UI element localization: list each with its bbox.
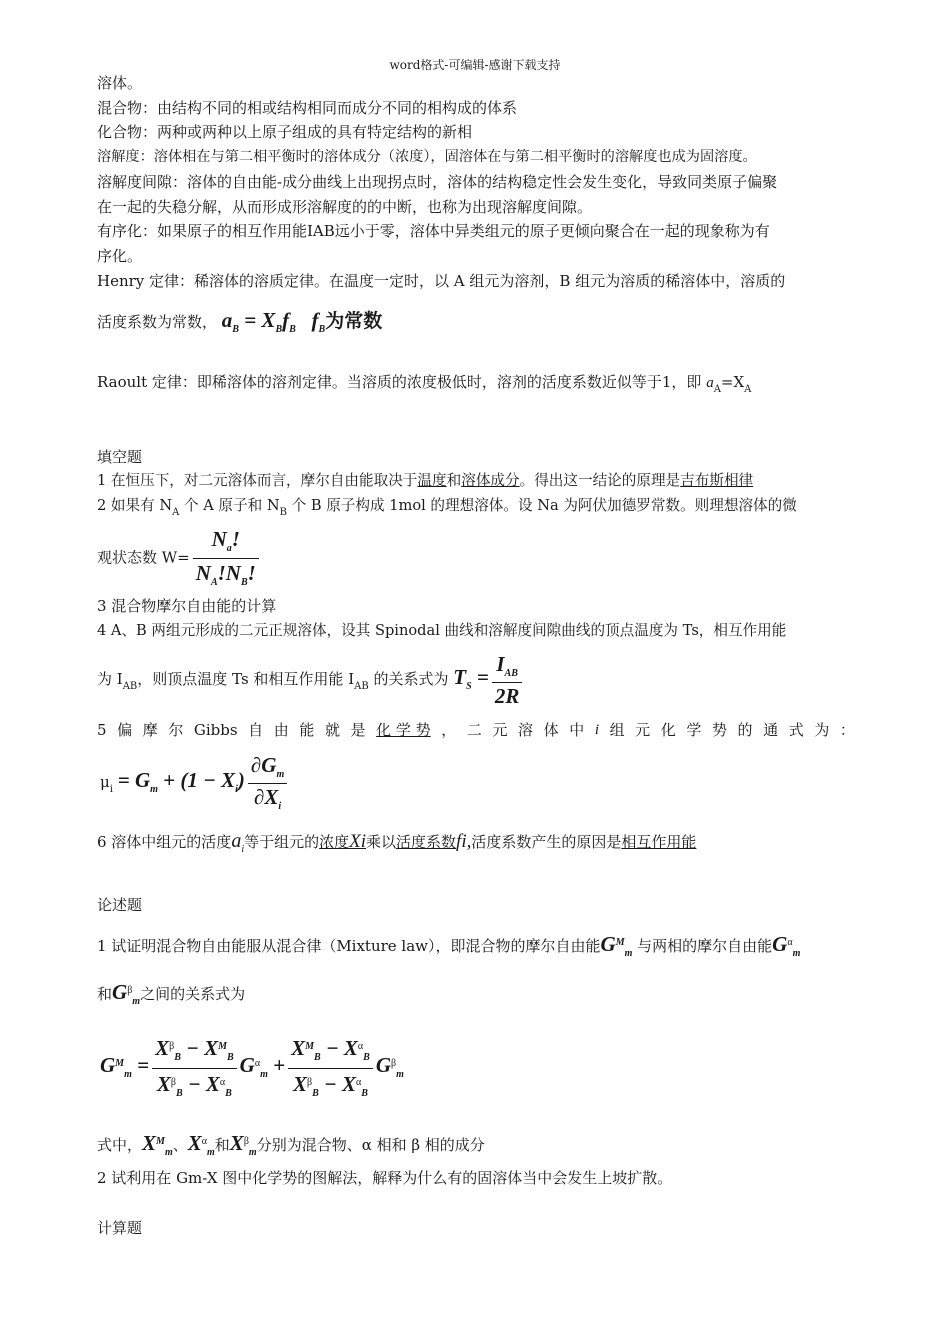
fill-q2-line1: 2 如果有 $N_A$ 个 A 原子和 $N_B$ 个 B 原子构成 1mol 的理想溶体。设 Na 为阿伏加德罗常数。则理想溶体的微 <box>97 497 797 518</box>
fill-q1: 1 在恒压下，对二元溶体而言，摩尔自由能取决于温度和溶体成分。得出这一结论的原理是吉布斯相律 <box>97 472 754 489</box>
fill-q4-line2: 为 $I_{AB}$，则顶点温度 Ts 和相互作用能 $I_{AB}$ 的关系式为 $T_S$ = $\frac{I_{AB}}{2R}$ <box>97 648 525 706</box>
def-gap-line2: 在一起的失稳分解，从而形成形溶解度的的中断，也称为出现溶解度间隙。 <box>97 198 593 216</box>
essay-section-title: 论述题 <box>97 896 143 914</box>
microstate-formula: $\frac{N_a!}{N_A!N_B!}$ <box>193 526 259 591</box>
chem-potential-formula: $\mu_i = G_m + (1 - X_i)$ $\frac{\partial G_m}{\partial X_i}$ <box>100 750 290 810</box>
fill-q2-line2: 观状态数 W= $\frac{N_a!}{N_A!N_B!}$ <box>97 526 262 586</box>
def-solubility: 溶解度：溶体相在与第二相平衡时的溶体成分（浓度），固溶体在与第二相平衡时的溶解度也成为固溶度。 <box>97 149 757 165</box>
calc-section-title: 计算题 <box>97 1219 143 1237</box>
fill-q3: 3 混合物摩尔自由能的计算 <box>97 597 277 615</box>
fill-q4-line1: 4 A、B 两组元形成的二元正规溶体，设其 Spinodal 曲线和溶解度间隙曲线的顶点温度为 Ts，相互作用能 <box>97 622 787 639</box>
fill-q6: 6 溶体中组元的活度$a_i$等于组元的浓度Xi乘以活度系数fi,活度系数产生的原因是相互作用能 <box>97 830 697 855</box>
essay-q1-where: 式中，$X^M_m$、$X^\alpha_m$和$X^\beta_m$分别为混合物、α 相和 β 相的成分 <box>97 1131 485 1158</box>
henry-law-line2: 活度系数为常数， $a_B = X_Bf_B$ $f_B$为常数 <box>97 308 383 335</box>
def-order-line1: 有序化：如果原子的相互作用能IAB远小于零，溶体中异类组元的原子更倾向聚合在一起的现象称为有 <box>97 222 770 240</box>
fill-section-title: 填空题 <box>97 448 143 466</box>
raoult-law: Raoult 定律：即稀溶体的溶剂定律。当溶质的浓度极低时，溶剂的活度系数近似等于1，即 $a_A=X_A$ <box>97 373 752 395</box>
page-header: word格式-可编辑-感谢下载支持 <box>389 58 561 72</box>
henry-formula: $a_B = X_Bf_B$ $f_B$ <box>221 308 326 335</box>
essay-q1-line2: 和$G^\beta_m$之间的关系式为 <box>97 980 246 1007</box>
def-order-line2: 序化。 <box>97 247 143 265</box>
ts-formula: $T_S$ = <box>453 665 489 692</box>
def-mixture: 混合物：由结构不同的相或结构相同而成分不同的相构成的体系 <box>97 99 518 117</box>
def-gap-line1: 溶解度间隙：溶体的自由能-成分曲线上出现拐点时，溶体的结构稳定性会发生变化，导致同类原子偏聚 <box>97 173 778 191</box>
essay-q1-line1: 1 试证明混合物自由能服从混合律（Mixture law），即混合物的摩尔自由能$G^M_m$ 与两相的摩尔自由能$G^\alpha_m$ <box>97 932 801 959</box>
essay-q2: 2 试利用在 Gm-X 图中化学势的图解法，解释为什么有的固溶体当中会发生上坡扩散。 <box>97 1169 673 1187</box>
fill-q5-line1: 5 偏 摩 尔 Gibbs 自 由 能 就 是 化 学 势 ， 二 元 溶 体 中 i 组 元 化 学 势 的 通 式 为 ： <box>97 721 855 739</box>
mixture-law-formula: $G^M_m$ = $\frac{X^\beta_B - X^M_B}{X^\beta_B - X^\alpha_B}$ $G^\alpha_m$ + $\frac{X^M_B - X^\alpha_B}{X^\beta_B - X^\alpha_B}$ $G^\beta_m$ <box>100 1035 404 1099</box>
def-solution: 溶体。 <box>97 74 143 92</box>
def-compound: 化合物：两种或两种以上原子组成的具有特定结构的新相 <box>97 123 473 141</box>
henry-law-line1: Henry 定律：稀溶体的溶质定律。在温度一定时，以 A 组元为溶剂，B 组元为溶质的稀溶体中，溶质的 <box>97 272 786 290</box>
